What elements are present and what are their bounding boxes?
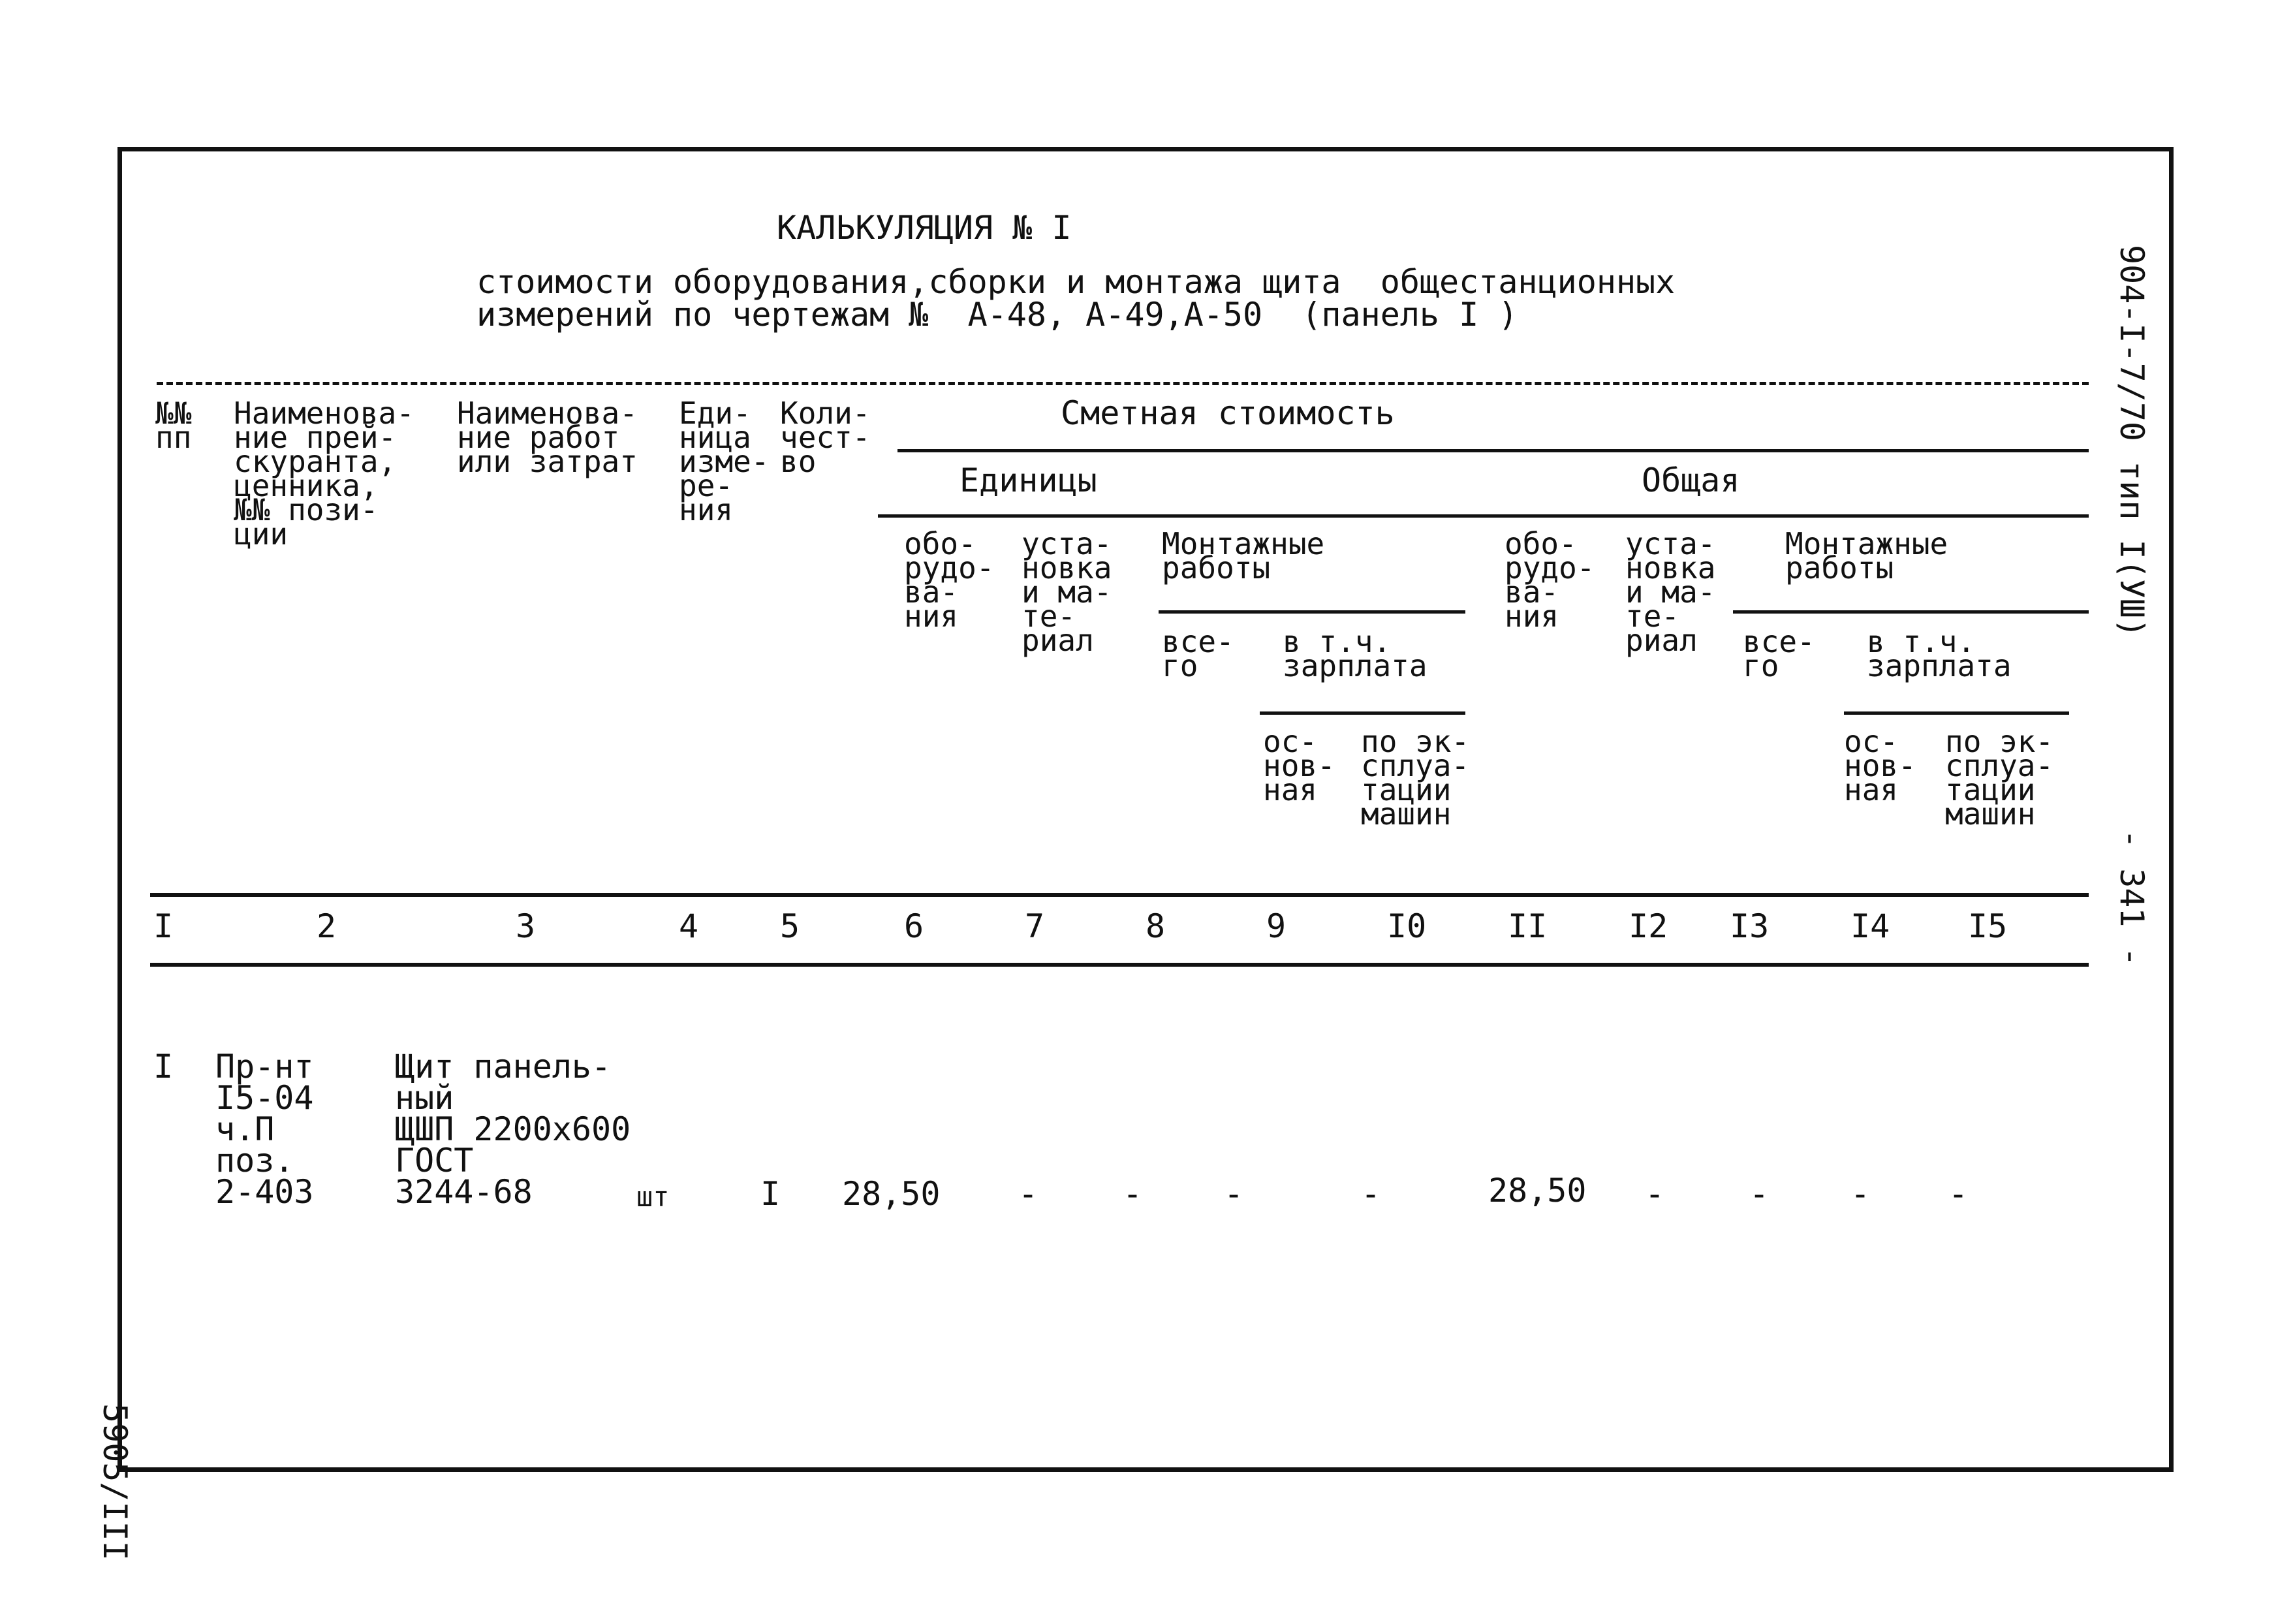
col-num-4: 4 bbox=[679, 907, 699, 945]
header-unit-basic: ос- нов- ная bbox=[1263, 724, 1335, 807]
row-pricelist: Пр-нт I5-04 ч.П поз. 2-403 bbox=[215, 1048, 314, 1211]
row-total-basic: - bbox=[1850, 1175, 1871, 1213]
rule-total-salary bbox=[1844, 711, 2069, 715]
header-total-machine: по эк- сплуа- тации машин bbox=[1945, 724, 2054, 832]
row-total-mounting-all: - bbox=[1749, 1175, 1770, 1213]
header-unit-mounting: Монтажные работы bbox=[1162, 526, 1325, 586]
row-total-equipment: 28,50 bbox=[1488, 1172, 1587, 1210]
doc-title: КАЛЬКУЛЯЦИЯ № I bbox=[777, 209, 1072, 247]
col-num-14: I4 bbox=[1850, 907, 1890, 945]
col-num-2: 2 bbox=[317, 907, 337, 945]
header-col-pricelist: Наименова- ние прей- скуранта, ценника, №№ пози- ции bbox=[234, 396, 414, 552]
header-col-quantity: Коли- чест- во bbox=[780, 396, 871, 479]
rule-groups bbox=[878, 514, 2089, 518]
header-unit-incl-salary: в т.ч. зарплата bbox=[1283, 624, 1427, 683]
header-unit-group: Единицы bbox=[959, 461, 1097, 499]
col-num-1: I bbox=[153, 907, 174, 945]
col-num-5: 5 bbox=[780, 907, 800, 945]
col-num-11: II bbox=[1508, 907, 1548, 945]
header-unit-equipment: обо- рудо- ва- ния bbox=[904, 526, 995, 634]
doc-subtitle-line2: измерений по чертежам № А-48, А-49,А-50 (панель I ) bbox=[476, 296, 1518, 334]
col-num-8: 8 bbox=[1146, 907, 1166, 945]
header-col-unit: Еди- ница изме- ре- ния bbox=[679, 396, 770, 527]
rule-column-numbers-top bbox=[150, 893, 2089, 897]
doc-subtitle-line1: стоимости оборудования,сборки и монтажа щита общестанционных bbox=[476, 263, 1676, 301]
col-num-10: I0 bbox=[1387, 907, 1427, 945]
header-total-group: Общая bbox=[1642, 461, 1740, 499]
row-unit: шт bbox=[636, 1181, 670, 1213]
side-archive-number: 5905/ІІІ bbox=[96, 1403, 134, 1561]
header-top-rule bbox=[157, 382, 2089, 385]
row-work: Щит панель- ный ЩШП 2200х600 ГОСТ 3244-68 bbox=[395, 1048, 631, 1211]
header-unit-all: все- го bbox=[1162, 624, 1234, 683]
col-num-7: 7 bbox=[1025, 907, 1045, 945]
col-num-6: 6 bbox=[904, 907, 924, 945]
document-frame bbox=[117, 147, 2174, 1472]
rule-estimated-cost bbox=[897, 449, 2089, 452]
row-unit-equipment: 28,50 bbox=[842, 1175, 941, 1213]
header-total-equipment: обо- рудо- ва- ния bbox=[1505, 526, 1595, 634]
rule-unit-salary bbox=[1260, 711, 1465, 715]
rule-unit-mounting bbox=[1159, 610, 1465, 614]
col-num-15: I5 bbox=[1968, 907, 2008, 945]
col-num-13: I3 bbox=[1730, 907, 1770, 945]
header-total-incl-salary: в т.ч. зарплата bbox=[1867, 624, 2012, 683]
side-document-code: 904-I-7/70 тип I(УШ) bbox=[2113, 245, 2151, 638]
header-estimated-cost: Сметная стоимость bbox=[1061, 394, 1395, 432]
side-page-number: - 341 - bbox=[2113, 829, 2151, 967]
row-total-machine: - bbox=[1948, 1175, 1969, 1213]
header-col-number: №№ пп bbox=[155, 396, 192, 455]
header-total-installation: уста- новка и ма- те- риал bbox=[1625, 526, 1716, 658]
col-num-3: 3 bbox=[516, 907, 536, 945]
rule-total-mounting bbox=[1733, 610, 2089, 614]
col-num-9: 9 bbox=[1266, 907, 1287, 945]
row-unit-basic: - bbox=[1224, 1175, 1244, 1213]
row-unit-mounting-all: - bbox=[1123, 1175, 1143, 1213]
header-total-all: все- го bbox=[1743, 624, 1815, 683]
row-unit-installation: - bbox=[1018, 1175, 1038, 1213]
rule-column-numbers-bottom bbox=[150, 963, 2089, 967]
header-total-basic: ос- нов- ная bbox=[1844, 724, 1916, 807]
header-unit-machine: по эк- сплуа- тации машин bbox=[1361, 724, 1470, 832]
header-total-mounting: Монтажные работы bbox=[1785, 526, 1948, 586]
row-no: I bbox=[153, 1048, 174, 1085]
header-col-work: Наименова- ние работ или затрат bbox=[457, 396, 638, 479]
row-qty: I bbox=[760, 1175, 781, 1213]
header-unit-installation: уста- новка и ма- те- риал bbox=[1022, 526, 1112, 658]
row-unit-machine: - bbox=[1361, 1175, 1381, 1213]
row-total-installation: - bbox=[1645, 1175, 1665, 1213]
col-num-12: I2 bbox=[1629, 907, 1668, 945]
